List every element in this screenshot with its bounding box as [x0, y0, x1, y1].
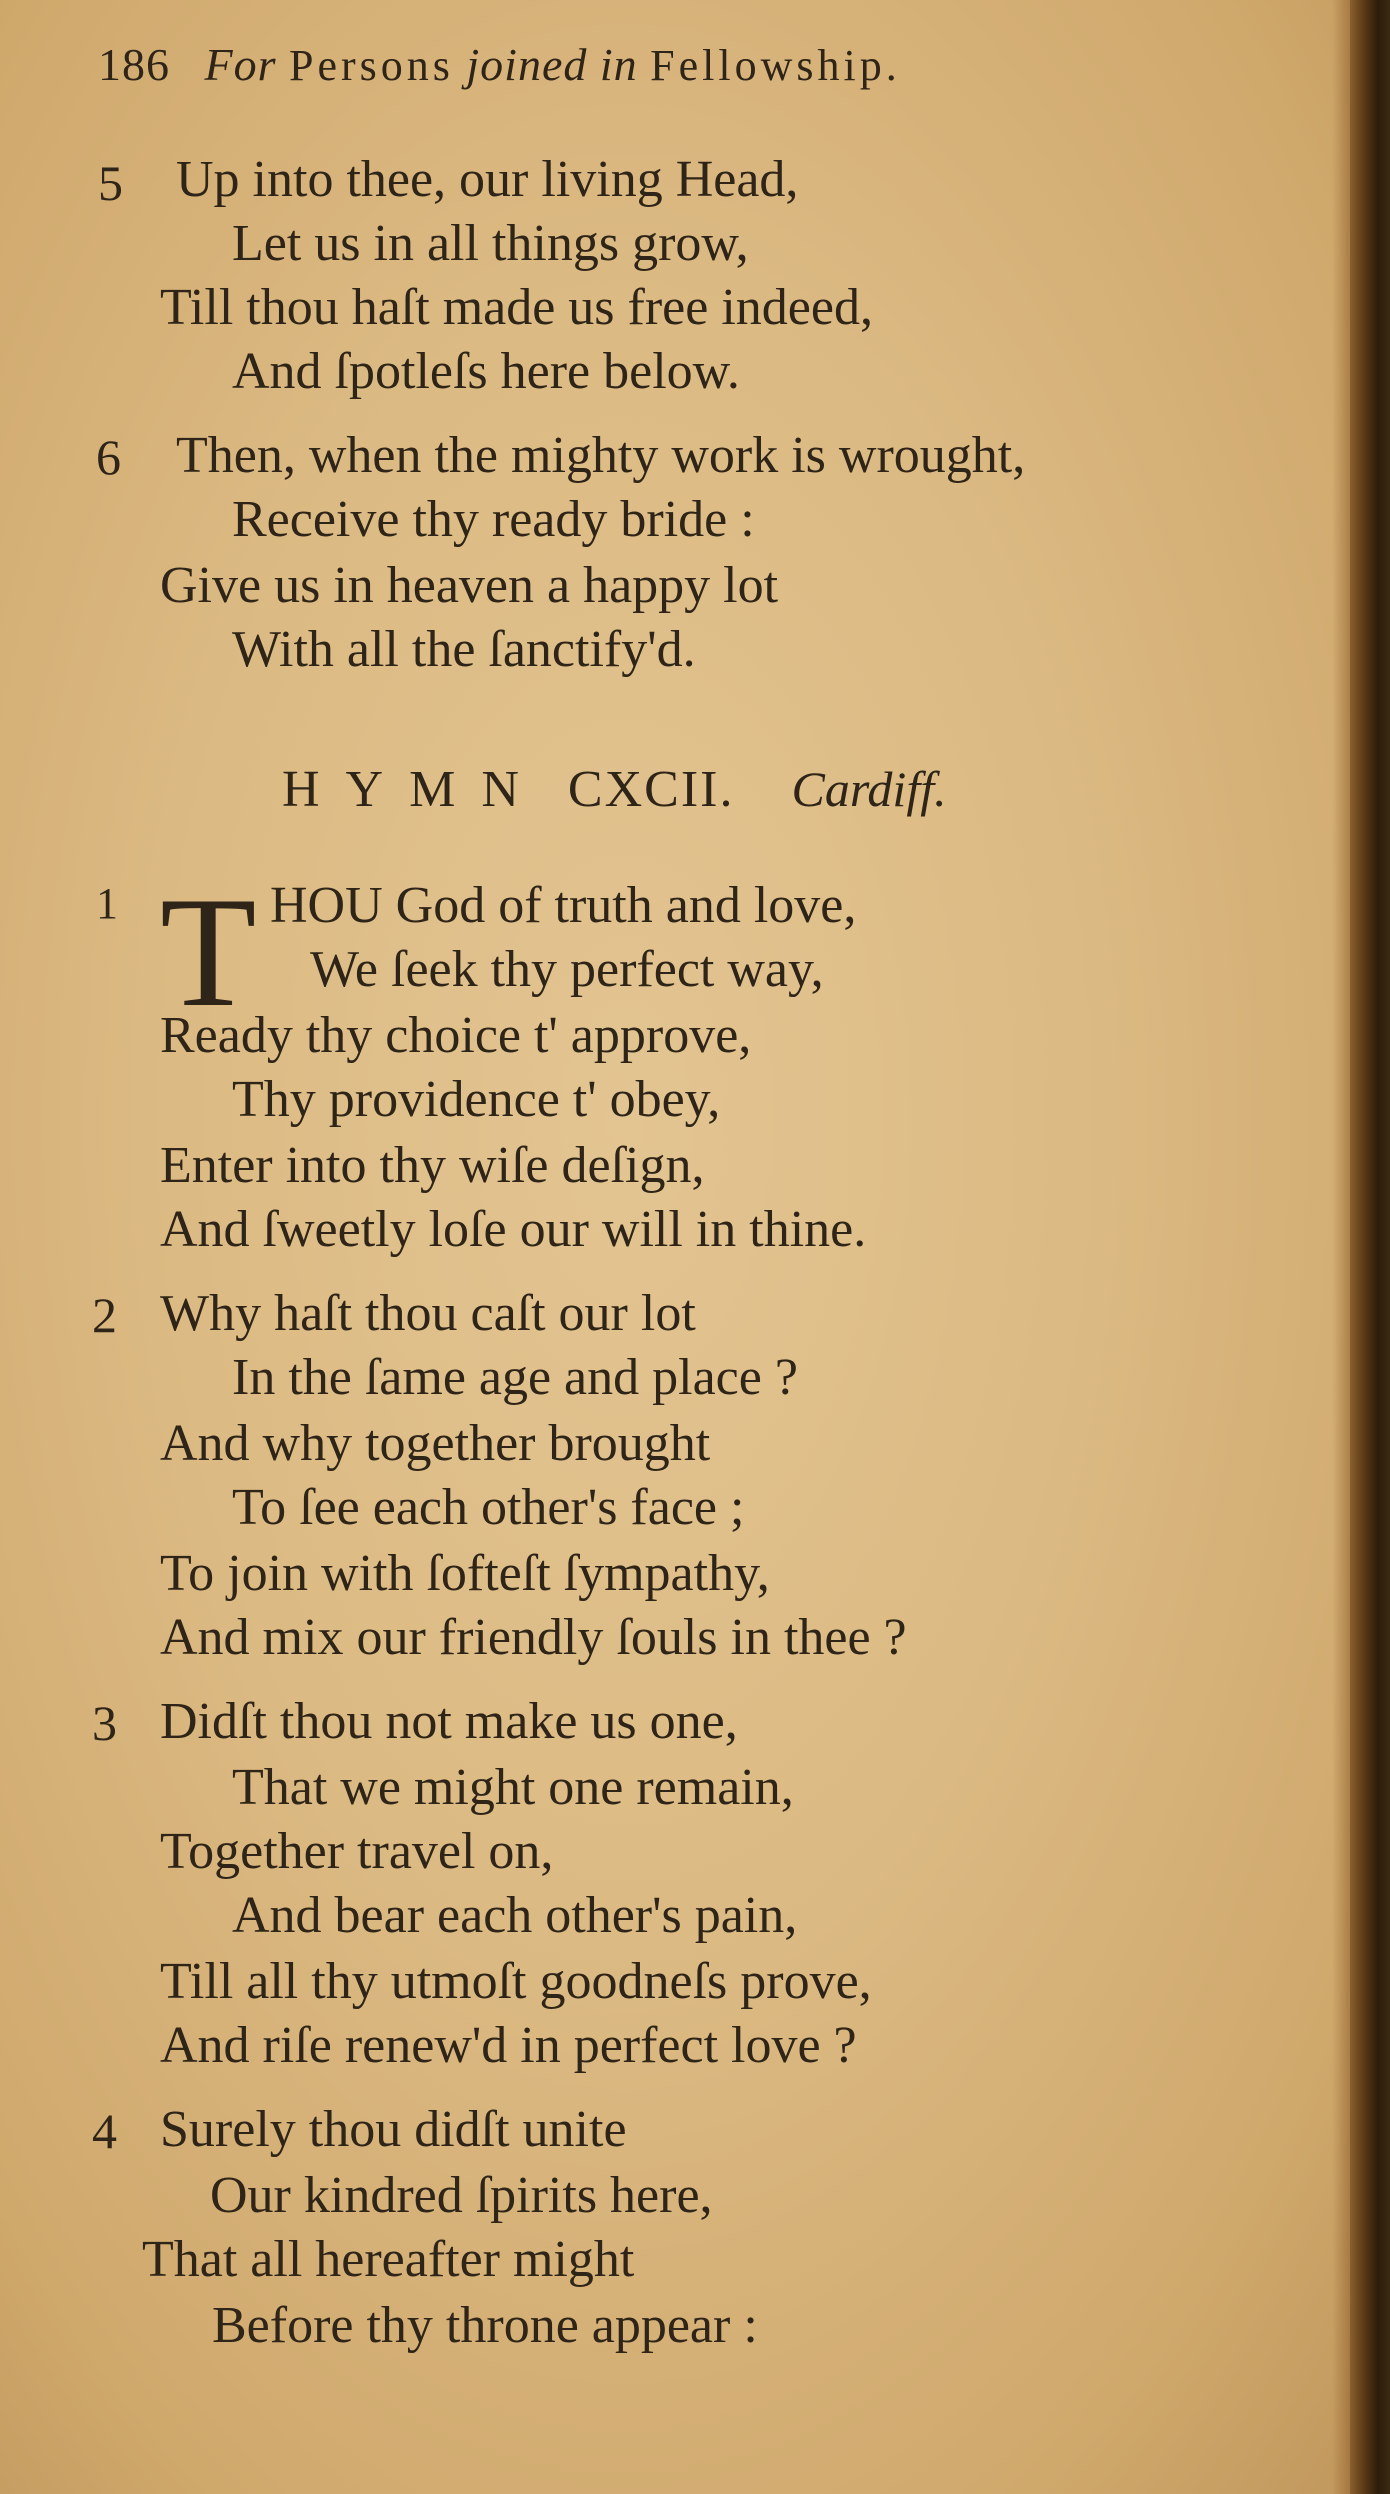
header-persons: Persons	[289, 41, 454, 90]
verse-line: That all hereafter might	[142, 2231, 635, 2288]
verse-line: Then, when the mighty work is wrought,	[176, 427, 1026, 484]
verse-line: Together travel on,	[160, 1823, 554, 1880]
verse-line: Didſt thou not make us one,	[160, 1693, 738, 1750]
verse-line: Let us in all things grow,	[232, 215, 749, 272]
stanza-number: 6	[96, 429, 121, 485]
verse-line: Before thy throne appear :	[212, 2297, 758, 2354]
hymn-title	[282, 760, 947, 819]
verse-line: Give us in heaven a happy lot	[160, 557, 779, 614]
verse-line: And ſweetly loſe our will in thine.	[160, 1201, 867, 1258]
verse-line: With all the ſanctify'd.	[232, 621, 696, 678]
header-fellowship: Fellowship.	[650, 41, 901, 90]
stanza-number: 2	[92, 1287, 117, 1343]
verse-line: Up into thee, our living Head,	[176, 151, 799, 208]
header-for: For	[204, 39, 277, 90]
hymn-title-word: HYMN	[282, 761, 545, 818]
verse-line: To join with ſofteſt ſympathy,	[160, 1545, 770, 1602]
stanza-number: 1	[96, 879, 118, 928]
verse-line: And bear each other's pain,	[232, 1887, 798, 1944]
verse-line: Surely thou didſt unite	[160, 2101, 627, 2158]
verse-line: And mix our friendly ſouls in thee ?	[160, 1609, 907, 1666]
header-joined-in: joined in	[466, 39, 638, 90]
page-gutter-shadow	[1332, 0, 1350, 2494]
drop-cap: T	[160, 865, 257, 1040]
verse-line: HOU God of truth and love,	[270, 877, 857, 934]
book-spine	[1350, 0, 1390, 2494]
verse-line: And ſpotleſs here below.	[232, 343, 740, 400]
verse-line: Till all thy utmoſt goodneſs prove,	[160, 1953, 872, 2010]
stanza-number: 3	[92, 1695, 117, 1751]
verse-line: Our kindred ſpirits here,	[210, 2167, 713, 2224]
verse-line: Why haſt thou caſt our lot	[160, 1285, 696, 1342]
verse-line: We ſeek thy perfect way,	[310, 941, 824, 998]
stanza-number: 4	[92, 2103, 117, 2159]
verse-line: That we might one remain,	[232, 1759, 794, 1816]
verse-line: Till thou haſt made us free indeed,	[160, 279, 873, 336]
running-header	[98, 39, 901, 90]
verse-line: In the ſame age and place ?	[232, 1349, 798, 1406]
verse-line: Thy providence t' obey,	[232, 1071, 721, 1128]
verse-line: And why together brought	[160, 1415, 711, 1472]
verse-line: Receive thy ready bride :	[232, 491, 755, 548]
verse-line: To ſee each other's face ;	[232, 1479, 745, 1536]
verse-line: And riſe renew'd in perfect love ?	[160, 2017, 857, 2074]
hymn-number: CXCII.	[567, 761, 735, 818]
page-number: 186	[98, 39, 170, 90]
stanza-number: 5	[98, 155, 123, 211]
verse-line: Enter into thy wiſe deſign,	[160, 1137, 705, 1194]
tune-name: Cardiff.	[791, 761, 947, 817]
verse-line: Ready thy choice t' approve,	[160, 1007, 752, 1064]
